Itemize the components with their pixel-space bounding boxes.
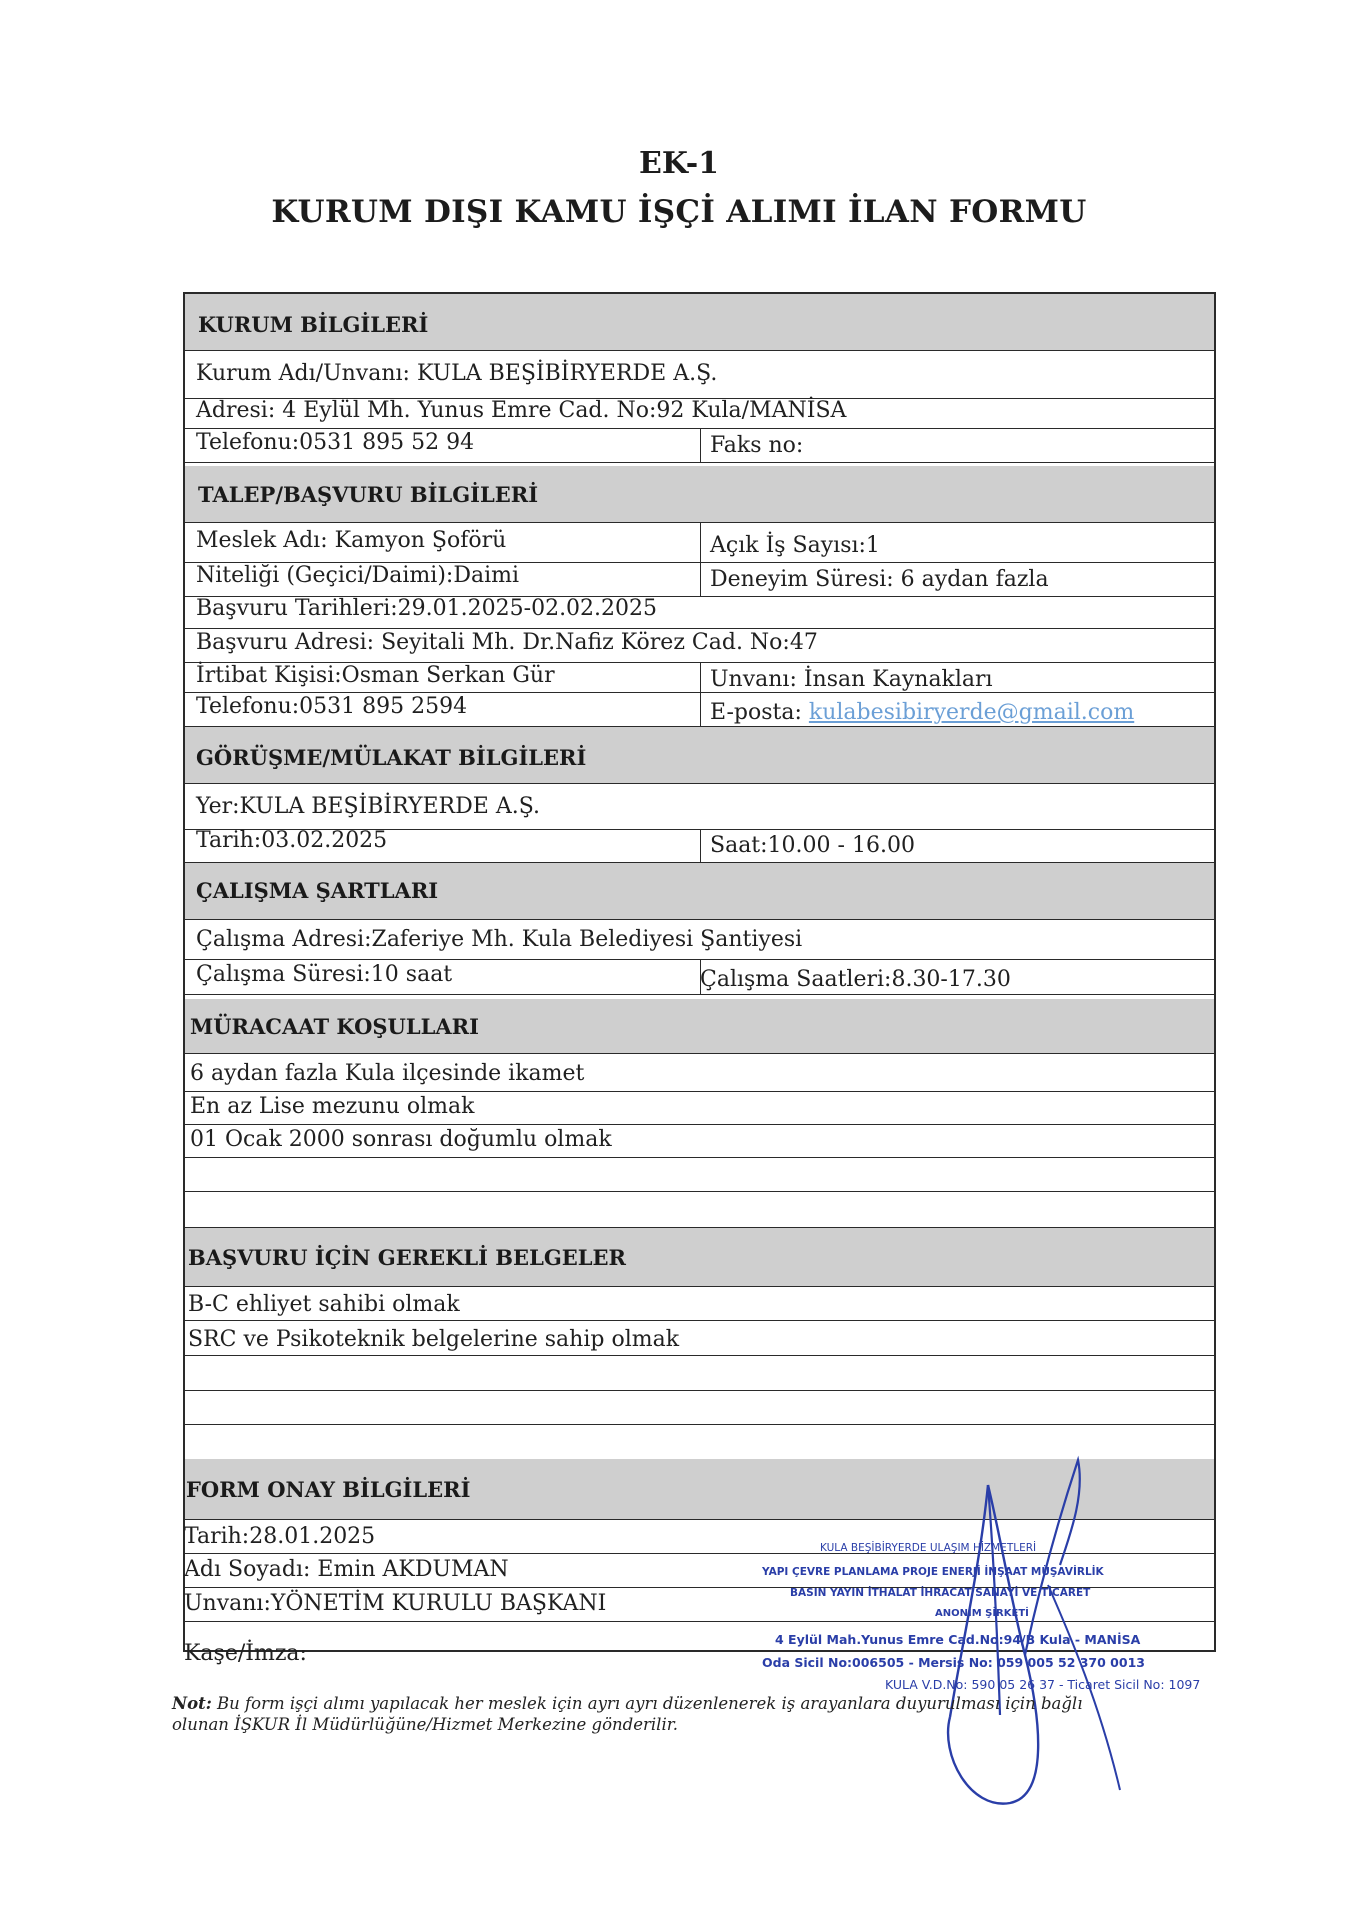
section-onay-heading: FORM ONAY BİLGİLERİ bbox=[186, 1477, 471, 1502]
kurum-phone: Telefonu:0531 895 52 94 bbox=[196, 430, 475, 455]
muracaat-item: 01 Ocak 2000 sonrası doğumlu olmak bbox=[190, 1127, 612, 1152]
onay-unvan: Unvanı:YÖNETİM KURULU BAŞKANI bbox=[184, 1591, 607, 1616]
calisma-saatleri: Çalışma Saatleri:8.30-17.30 bbox=[700, 967, 1011, 992]
section-gorusme-heading: GÖRÜŞME/MÜLAKAT BİLGİLERİ bbox=[196, 745, 587, 770]
stamp-line: BASIN YAYIN İTHALAT İHRACAT SANAYİ VE TİCARET bbox=[790, 1587, 1091, 1599]
calisma-suresi: Çalışma Süresi:10 saat bbox=[196, 962, 453, 987]
niteligi: Niteliği (Geçici/Daimi):Daimi bbox=[196, 563, 520, 588]
stamp-line: YAPI ÇEVRE PLANLAMA PROJE ENERJİ İNŞAAT MÜŞAVİRLİK bbox=[762, 1566, 1104, 1578]
signature-stroke bbox=[1025, 1460, 1080, 1655]
section-belgeler-heading: BAŞVURU İÇİN GEREKLİ BELGELER bbox=[188, 1245, 626, 1270]
footnote-text-1: Bu form işçi alımı yapılacak her meslek için ayrı ayrı düzenlenerek iş arayanlara duyurulması için bağlı bbox=[211, 1694, 1083, 1713]
belge-item: SRC ve Psikoteknik belgelerine sahip olmak bbox=[188, 1327, 680, 1352]
gorusme-tarih: Tarih:03.02.2025 bbox=[196, 828, 388, 853]
stamp-line: ANONİM ŞİRKETİ bbox=[935, 1608, 1029, 1619]
deneyim-suresi: Deneyim Süresi: 6 aydan fazla bbox=[710, 567, 1049, 592]
onay-adsoyad: Adı Soyadı: Emin AKDUMAN bbox=[184, 1557, 509, 1582]
onay-kase-imza: Kaşe/İmza: bbox=[184, 1641, 307, 1666]
calisma-adresi: Çalışma Adresi:Zaferiye Mh. Kula Belediyesi Şantiyesi bbox=[196, 927, 803, 952]
kurum-fax: Faks no: bbox=[710, 433, 804, 458]
talep-phone: Telefonu:0531 895 2594 bbox=[196, 694, 468, 719]
section-muracaat-heading: MÜRACAAT KOŞULLARI bbox=[190, 1014, 479, 1039]
gorusme-saat: Saat:10.00 - 16.00 bbox=[710, 833, 915, 858]
eposta-label: E-posta: bbox=[710, 700, 809, 725]
section-talep-heading: TALEP/BAŞVURU BİLGİLERİ bbox=[198, 482, 539, 507]
basvuru-tarihleri: Başvuru Tarihleri:29.01.2025-02.02.2025 bbox=[196, 596, 658, 621]
muracaat-item: En az Lise mezunu olmak bbox=[190, 1094, 475, 1119]
acik-is-sayisi: Açık İş Sayısı:1 bbox=[710, 533, 880, 558]
belge-item: B-C ehliyet sahibi olmak bbox=[188, 1292, 460, 1317]
section-kurum-heading: KURUM BİLGİLERİ bbox=[198, 312, 429, 337]
footnote-line-2: olunan İŞKUR İl Müdürlüğüne/Hizmet Merkezine gönderilir. bbox=[172, 1715, 679, 1734]
irtibat-unvani: Unvanı: İnsan Kaynakları bbox=[710, 667, 993, 692]
stamp-line: KULA V.D.No: 590 05 26 37 - Ticaret Sicil No: 1097 bbox=[885, 1677, 1201, 1692]
signature bbox=[900, 1455, 1140, 1815]
stamp-line: KULA BEŞİBİRYERDE ULAŞIM HİZMETLERİ bbox=[820, 1542, 1037, 1554]
signature-stroke bbox=[1048, 1585, 1120, 1790]
footnote bbox=[172, 1693, 1082, 1714]
kurum-name: Kurum Adı/Unvanı: KULA BEŞİBİRYERDE A.Ş. bbox=[196, 361, 718, 386]
basvuru-adresi: Başvuru Adresi: Seyitali Mh. Dr.Nafiz Körez Cad. No:47 bbox=[196, 630, 818, 655]
gorusme-yer: Yer:KULA BEŞİBİRYERDE A.Ş. bbox=[196, 794, 540, 819]
signature-stroke bbox=[988, 1485, 1000, 1715]
irtibat-kisisi: İrtibat Kişisi:Osman Serkan Gür bbox=[196, 663, 555, 688]
stamp-line: Oda Sicil No:006505 - Mersis No: 059 005 52 370 0013 bbox=[762, 1655, 1145, 1670]
kurum-address: Adresi: 4 Eylül Mh. Yunus Emre Cad. No:92 Kula/MANİSA bbox=[196, 398, 847, 423]
signature-stroke bbox=[948, 1485, 1038, 1804]
meslek-adi: Meslek Adı: Kamyon Şoförü bbox=[196, 528, 507, 553]
section-calisma-heading: ÇALIŞMA ŞARTLARI bbox=[196, 878, 439, 903]
signature-stroke bbox=[950, 1485, 988, 1717]
form-code: EK-1 bbox=[638, 146, 720, 181]
muracaat-item: 6 aydan fazla Kula ilçesinde ikamet bbox=[190, 1061, 585, 1086]
eposta-row bbox=[710, 700, 1134, 725]
form-title: KURUM DIŞI KAMU İŞÇİ ALIMI İLAN FORMU bbox=[271, 194, 1087, 230]
email-link[interactable]: kulabesibiryerde@gmail.com bbox=[808, 700, 1135, 725]
stamp-line: 4 Eylül Mah.Yunus Emre Cad.No:94/B Kula - MANİSA bbox=[775, 1632, 1141, 1647]
onay-tarih: Tarih:28.01.2025 bbox=[184, 1524, 376, 1549]
footnote-label: Not: bbox=[172, 1694, 212, 1713]
